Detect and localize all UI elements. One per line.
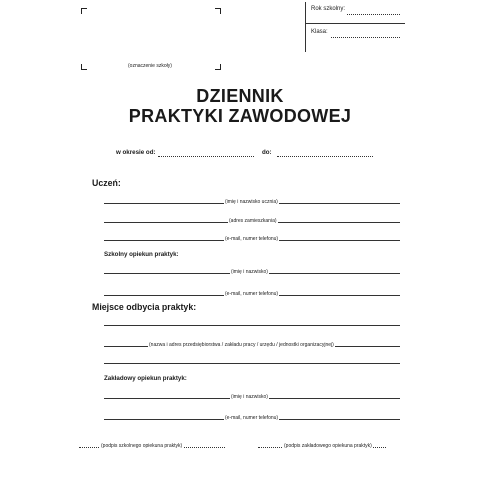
stamp-corner-bottom-left — [81, 64, 87, 70]
placement-line-3[interactable] — [104, 363, 400, 364]
header-divider — [305, 23, 405, 24]
school-stamp-caption: (oznaczenie szkoły) — [128, 63, 172, 69]
placement-heading: Miejsce odbycia praktyk: — [92, 302, 197, 312]
school-supervisor-heading: Szkolny opiekun praktyk: — [104, 251, 179, 258]
period-from-label: w okresie od: — [116, 149, 156, 156]
company-signature-caption: (podpis zakładowego opiekuna praktyk) — [284, 443, 372, 449]
period-from-field[interactable] — [158, 156, 254, 157]
school-year-field[interactable] — [347, 14, 400, 15]
student-heading: Uczeń: — [92, 178, 121, 188]
school-supervisor-name-caption: (imię i nazwisko) — [231, 269, 268, 275]
company-supervisor-heading: Zakładowy opiekun praktyk: — [104, 375, 187, 382]
school-year-label: Rok szkolny: — [311, 6, 346, 12]
period-to-label: do: — [262, 149, 272, 156]
class-label: Klasa: — [311, 29, 328, 35]
student-address-caption: (adres zamieszkania) — [229, 218, 277, 224]
stamp-corner-bottom-right — [215, 64, 221, 70]
class-field[interactable] — [331, 37, 400, 38]
stamp-corner-top-left — [81, 8, 87, 14]
vertical-divider — [305, 2, 306, 52]
school-supervisor-contact-caption: (e-mail, numer telefonu) — [225, 291, 279, 297]
placement-caption: (nazwa i adres przedsiębiorstwa / zakładu pracy / urzędu / jednostki organizacyjnej) — [149, 342, 334, 348]
period-to-field[interactable] — [277, 156, 373, 157]
student-contact-caption: (e-mail, numer telefonu) — [225, 236, 279, 242]
school-signature-caption: (podpis szkolnego opiekuna praktyk) — [101, 443, 183, 449]
company-supervisor-name-caption: (imię i nazwisko) — [231, 394, 268, 400]
student-name-caption: (imię i nazwisko ucznia) — [225, 199, 278, 205]
company-supervisor-contact-caption: (e-mail, numer telefonu) — [225, 415, 279, 421]
title-line2: PRAKTYKI ZAWODOWEJ — [128, 106, 352, 126]
title-line1: DZIENNIK — [196, 86, 284, 106]
placement-line-1[interactable] — [104, 325, 400, 326]
stamp-corner-top-right — [215, 8, 221, 14]
